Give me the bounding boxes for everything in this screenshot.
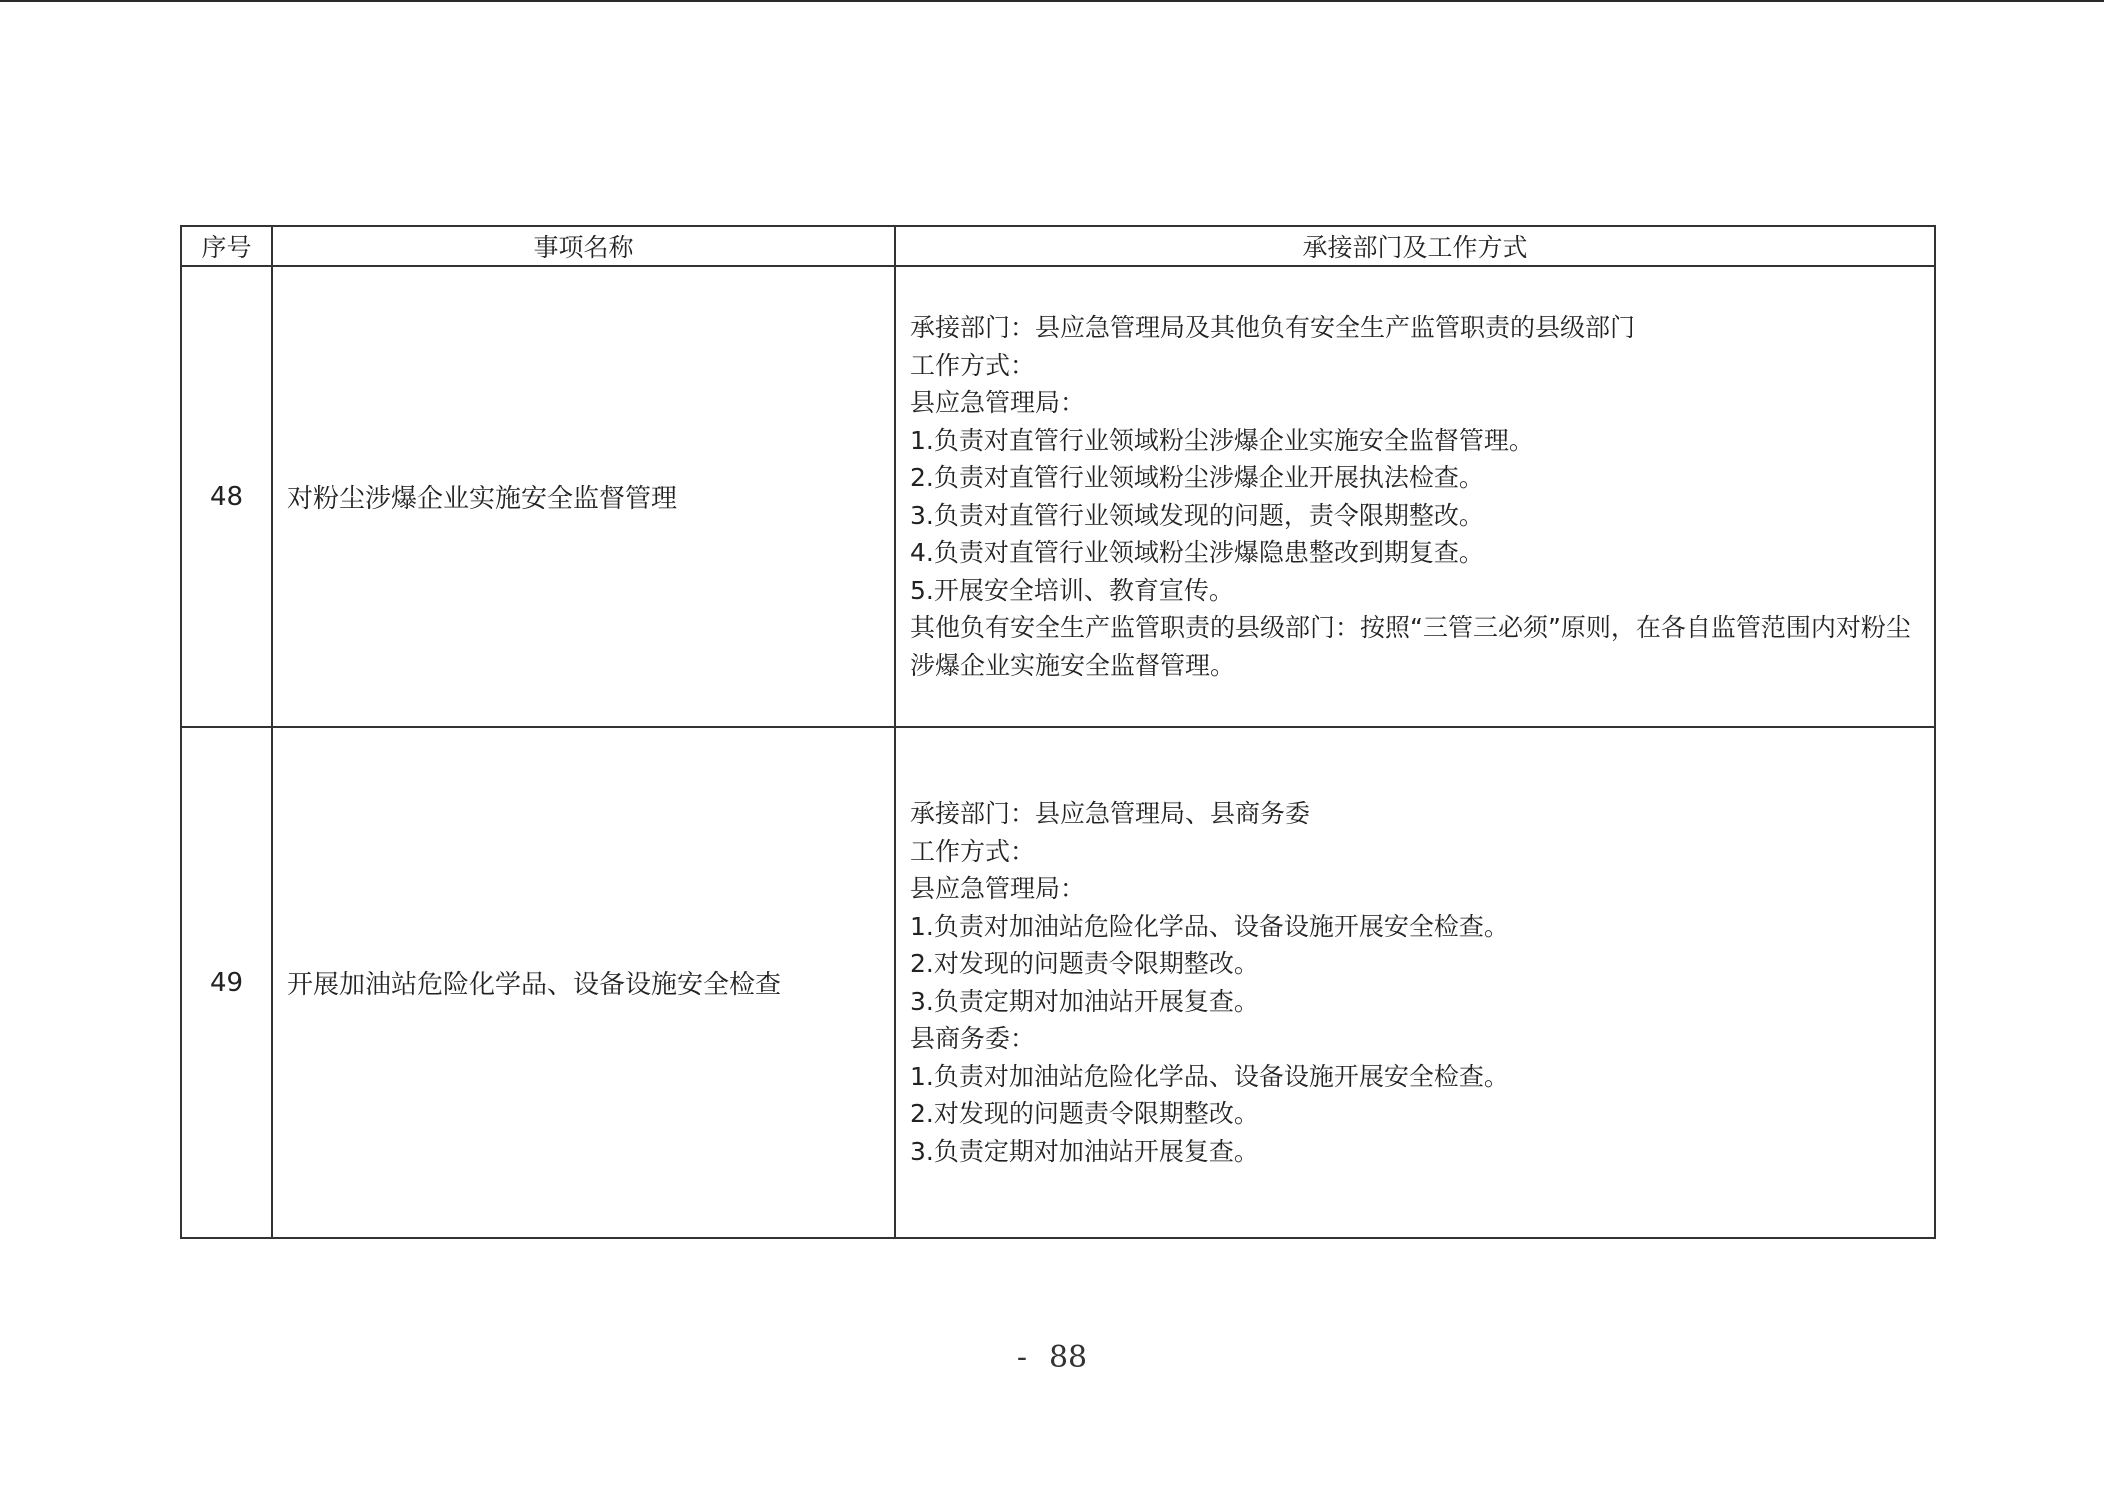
header-item-name: 事项名称 — [272, 226, 895, 266]
row-item-name: 对粉尘涉爆企业实施安全监督管理 — [272, 266, 895, 727]
dept-line: 承接部门：县应急管理局、县商务委 — [910, 799, 1311, 828]
dept-line: 1.负责对加油站危险化学品、设备设施开展安全检查。 — [910, 911, 1509, 941]
dept-line: 2.对发现的问题责令限期整改。 — [910, 1099, 1259, 1128]
table-row — [181, 266, 1935, 727]
dept-line: 3.负责定期对加油站开展复查。 — [910, 1136, 1259, 1166]
header-seq: 序号 — [181, 226, 272, 266]
document-table-container — [180, 225, 1934, 1239]
row-department-method — [895, 266, 1935, 727]
dept-line: 3.负责对直管行业领域发现的问题，责令限期整改。 — [910, 500, 1484, 530]
dept-line: 5.开展安全培训、教育宣传。 — [910, 575, 1234, 605]
dept-line: 承接部门：县应急管理局及其他负有安全生产监管职责的县级部门 — [910, 313, 1636, 342]
dept-line: 其他负有安全生产监管职责的县级部门：按照“三管三必须”原则，在各自监管范围内对粉尘涉爆企业实施安全监督管理。 — [910, 613, 1911, 680]
dept-line: 2.对发现的问题责令限期整改。 — [910, 949, 1259, 978]
dept-line: 县应急管理局： — [910, 874, 1086, 903]
page-number-value: 88 — [1048, 1340, 1088, 1375]
top-border-rule — [0, 0, 2104, 2]
dept-line: 2.负责对直管行业领域粉尘涉爆企业开展执法检查。 — [910, 463, 1484, 492]
dept-line: 1.负责对直管行业领域粉尘涉爆企业实施安全监督管理。 — [910, 425, 1534, 455]
header-department-method: 承接部门及工作方式 — [895, 226, 1935, 266]
table-header-row — [181, 226, 1935, 266]
row-item-name: 开展加油站危险化学品、设备设施安全检查 — [272, 727, 895, 1238]
responsibility-table — [180, 225, 1936, 1239]
dept-line: 工作方式： — [910, 836, 1036, 866]
dept-line: 3.负责定期对加油站开展复查。 — [910, 986, 1259, 1016]
row-seq: 48 — [181, 266, 272, 727]
page-number-dash: - — [1016, 1340, 1027, 1375]
dept-line: 4.负责对直管行业领域粉尘涉爆隐患整改到期复查。 — [910, 538, 1484, 567]
row-department-method — [895, 727, 1935, 1238]
dept-line: 县商务委： — [910, 1024, 1036, 1053]
page-number — [0, 1340, 2104, 1375]
row-seq: 49 — [181, 727, 272, 1238]
table-row — [181, 727, 1935, 1238]
dept-line: 县应急管理局： — [910, 388, 1086, 417]
dept-line: 工作方式： — [910, 350, 1036, 380]
dept-line: 1.负责对加油站危险化学品、设备设施开展安全检查。 — [910, 1061, 1509, 1091]
